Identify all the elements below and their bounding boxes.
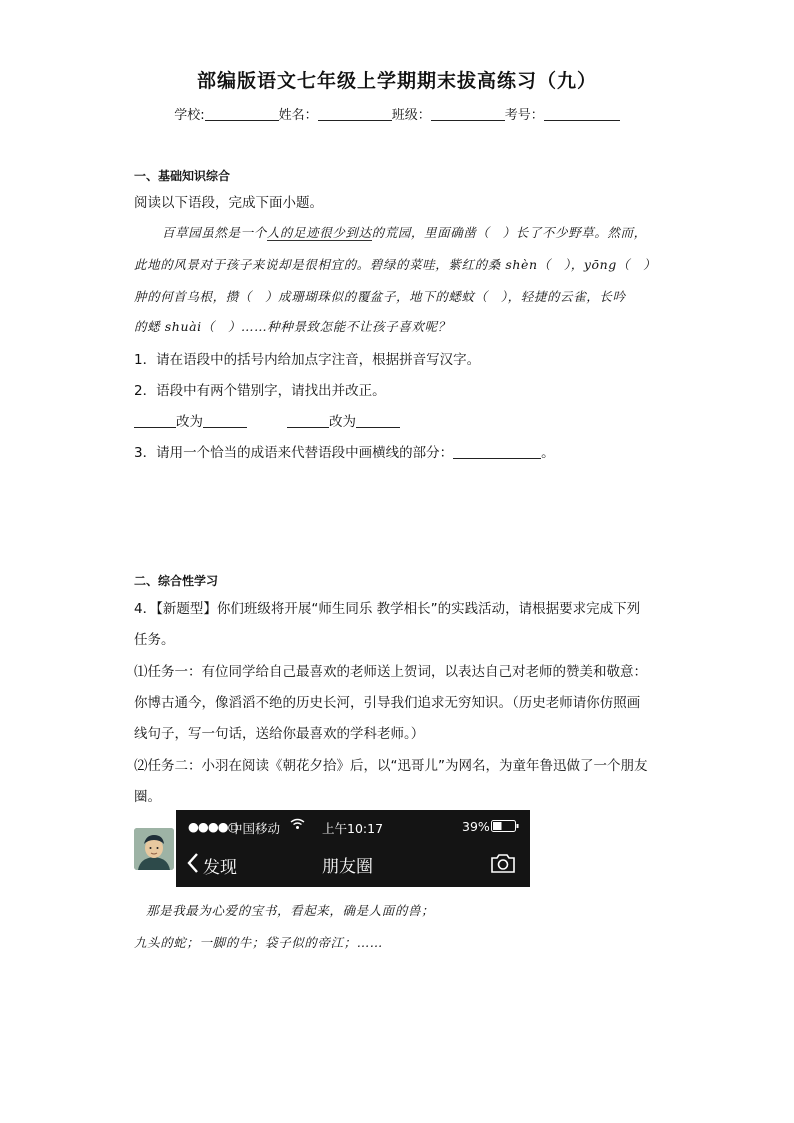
page-title: 部编版语文七年级上学期期末拔高练习（九） bbox=[196, 70, 597, 92]
class-label: 班级： bbox=[391, 108, 431, 123]
task2-line-1: ⑵任务二：小羽在阅读《朝花夕拾》后，以“迅哥儿”为网名，为童年鲁迅做了一个朋友 bbox=[134, 758, 648, 774]
correct-char-2-field[interactable] bbox=[356, 415, 400, 428]
task2-line-2: 圈。 bbox=[134, 789, 161, 805]
status-time: 上午10:17 bbox=[322, 821, 384, 836]
back-button-label[interactable]: 发现 bbox=[203, 858, 237, 878]
phone-screenshot bbox=[176, 810, 530, 887]
battery-percent: 39% bbox=[462, 819, 490, 834]
name-field[interactable] bbox=[318, 106, 392, 121]
question-4-line-1: 4．【新题型】你们班级将开展“师生同乐 教学相长”的实践活动，请根据要求完成下列 bbox=[134, 601, 641, 617]
task1-line-2: 你博古通今，像滔滔不绝的历史长河，引导我们追求无穷知识。（历史老师请你仿照画 bbox=[134, 695, 641, 711]
task1-line-1: ⑴任务一：有位同学给自己最喜欢的老师送上贺词，以表达自己对老师的赞美和敬意： bbox=[134, 664, 647, 680]
idiom-answer-field[interactable] bbox=[453, 446, 541, 459]
camera-icon[interactable] bbox=[490, 852, 516, 879]
section1-heading: 一、基础知识综合 bbox=[134, 169, 231, 183]
section1-intro: 阅读以下语段，完成下面小题。 bbox=[134, 195, 323, 211]
signal-indicator: ●●●●○ bbox=[188, 819, 238, 834]
school-label: 学校: bbox=[174, 108, 205, 123]
name-label: 姓名： bbox=[278, 108, 318, 123]
passage-line-4: 的蟋 shuài（ ）……种种景致怎能不让孩子喜欢呢？ bbox=[134, 319, 451, 334]
wifi-icon bbox=[290, 818, 305, 833]
question-1: 1．请在语段中的括号内给加点字注音，根据拼音写汉字。 bbox=[134, 352, 481, 368]
exam-number-field[interactable] bbox=[544, 106, 620, 121]
back-chevron-icon[interactable] bbox=[186, 852, 200, 879]
question-2-answers: 改为 改为 bbox=[134, 410, 400, 430]
post-text-line-1: 那是我最为心爱的宝书，看起来，确是人面的兽； bbox=[146, 903, 435, 918]
wrong-char-1-field[interactable] bbox=[134, 415, 176, 428]
avatar bbox=[134, 828, 174, 870]
question-4-line-2: 任务。 bbox=[134, 632, 175, 648]
exam-number-label: 考号： bbox=[504, 108, 544, 123]
passage-line-3: 肿的何首乌根，攒（ ）成珊瑚珠似的覆盆子，地下的蟋蚊（ ），轻捷的云雀，长吟 bbox=[134, 289, 626, 304]
wrong-char-2-field[interactable] bbox=[287, 415, 329, 428]
underlined-phrase: 人的足迹很少到达 bbox=[266, 225, 372, 240]
question-2: 2．语段中有两个错别字，请找出并改正。 bbox=[134, 383, 386, 399]
post-text-line-2: 九头的蛇；一脚的牛；袋子似的帝江；…… bbox=[134, 935, 383, 950]
school-field[interactable] bbox=[205, 106, 279, 121]
battery-icon bbox=[491, 820, 519, 835]
section2-heading: 二、综合性学习 bbox=[134, 574, 219, 588]
carrier-name: 中国移动 bbox=[230, 821, 281, 836]
task1-line-3: 线句子，写一句话，送给你最喜欢的学科老师。） bbox=[134, 726, 425, 742]
passage-line-2: 此地的风景对于孩子来说却是很相宜的。碧绿的菜哇，紫红的桑 shèn（ ），yōng（ ） bbox=[134, 257, 657, 272]
passage-line-1: 百草园虽然是一个人的足迹很少到达的荒园，里面确凿（ ）长了不少野草。然而， bbox=[162, 225, 647, 240]
question-3: 3．请用一个恰当的成语来代替语段中画横线的部分： 。 bbox=[134, 445, 555, 461]
correct-char-1-field[interactable] bbox=[203, 415, 247, 428]
screen-title: 朋友圈 bbox=[322, 857, 373, 877]
class-field[interactable] bbox=[431, 106, 505, 121]
student-info-line bbox=[0, 104, 794, 123]
